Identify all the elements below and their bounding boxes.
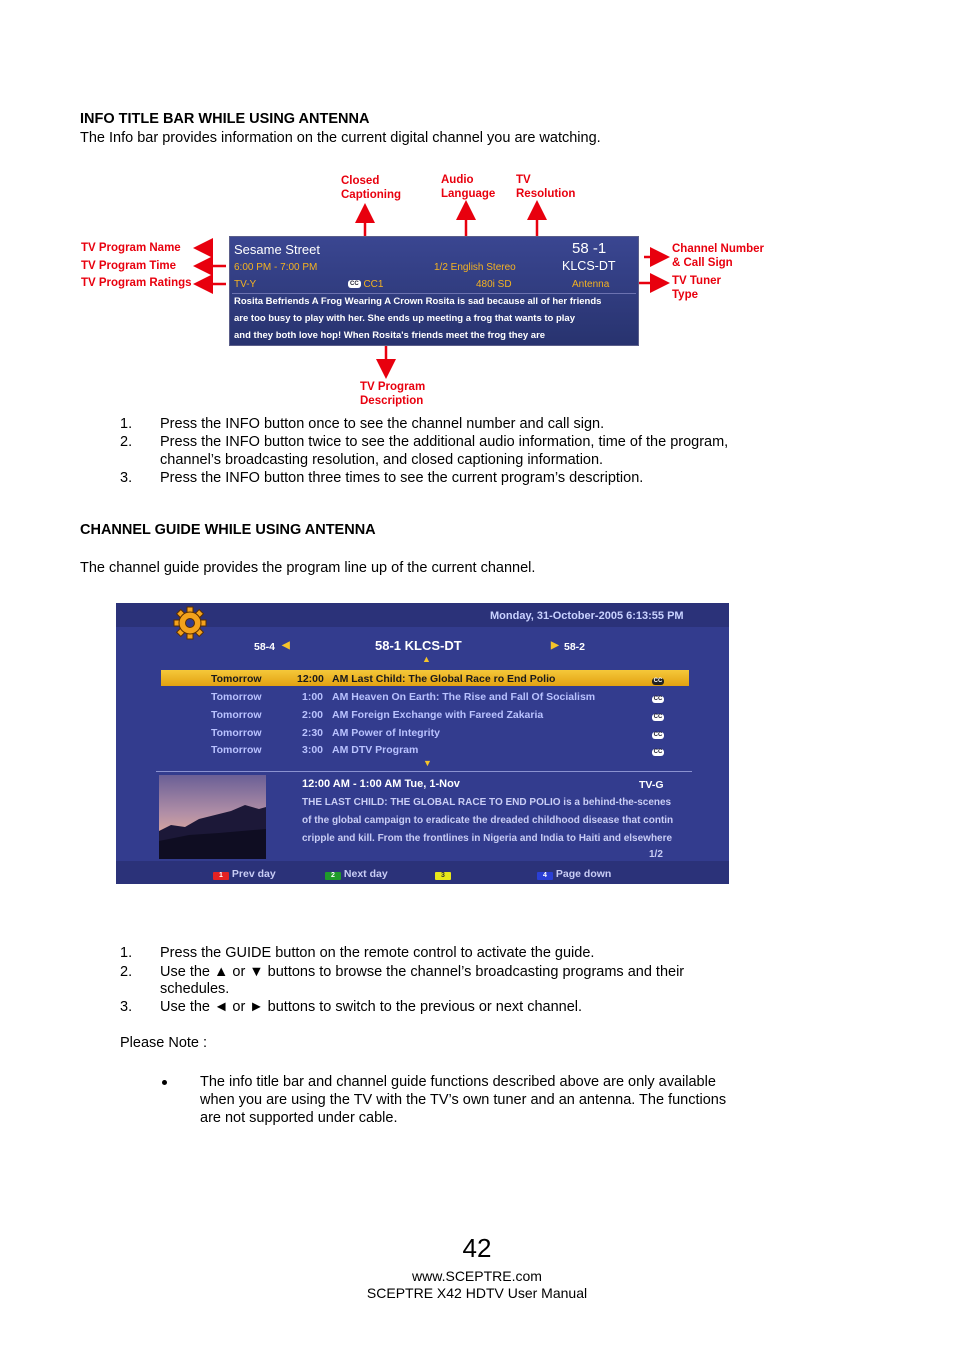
tuner-type: Antenna [572, 279, 610, 290]
step-text: Press the INFO button twice to see the additional audio information, time of the program, [160, 434, 729, 450]
row-day: Tomorrow [211, 744, 262, 756]
row-title: AM Heaven On Earth: The Rise and Fall Of Socialism [332, 691, 596, 703]
channel-number: 58 -1 [572, 240, 607, 257]
gear-icon [172, 606, 208, 640]
current-channel: 58-1 KLCS-DT [375, 638, 462, 653]
footer-manual-title: SCEPTRE X42 HDTV User Manual [366, 1285, 588, 1301]
cc-icon: CC [653, 714, 663, 720]
closed-caption: CC CC1 [350, 279, 384, 290]
section-heading-channel-guide: CHANNEL GUIDE WHILE USING ANTENNA [80, 522, 376, 538]
description-line: Rosita Befriends A Frog Wearing A Crown Rosita is sad because all of her friends [234, 296, 602, 307]
guide-divider [156, 771, 692, 772]
row-time: 2:30 [302, 727, 324, 739]
next-channel[interactable]: 58-2 [564, 641, 586, 653]
cc-icon: CC [653, 749, 663, 755]
channel-guide-screen [116, 603, 729, 884]
row-time: 3:00 [302, 744, 324, 756]
detail-desc-line: THE LAST CHILD: THE GLOBAL RACE TO END POLIO is a behind-the-scenes [302, 797, 672, 808]
callout-program-description: TV Program Description [360, 381, 426, 407]
row-title: AM DTV Program [332, 744, 419, 756]
program-rating: TV-Y [234, 279, 257, 290]
page-indicator: 1/2 [649, 849, 663, 860]
detail-rating: TV-G [639, 779, 664, 791]
info-divider [232, 293, 636, 294]
note-label: Please Note : [120, 1035, 208, 1051]
program-thumbnail [159, 775, 266, 859]
callout-channel-number: Channel Number & Call Sign [672, 243, 765, 269]
row-time: 12:00 [297, 673, 324, 685]
key-prev-day[interactable]: 1 Prev day [213, 868, 276, 880]
program-time: 6:00 PM - 7:00 PM [234, 262, 318, 273]
step-text: Press the INFO button three times to see the current program’s description. [160, 470, 644, 486]
step-number: 1. [120, 416, 133, 432]
callout-program-name: TV Program Name [81, 242, 181, 254]
footer-website: www.SCEPTRE.com [412, 1268, 542, 1284]
section-intro-info-bar: The Info bar provides information on the current digital channel you are watching. [80, 130, 601, 146]
info-bar-screen [229, 236, 639, 346]
step-text: Press the GUIDE button on the remote control to activate the guide. [160, 945, 595, 961]
callout-program-time: TV Program Time [81, 260, 177, 272]
callout-tv-resolution: TV Resolution [516, 174, 576, 200]
callout-program-ratings: TV Program Ratings [81, 277, 192, 289]
row-time: 1:00 [302, 691, 324, 703]
arrow-left-icon[interactable]: ◀ [282, 640, 290, 651]
step-number: 2. [120, 964, 133, 980]
row-day: Tomorrow [211, 673, 262, 685]
cc-icon: CC [653, 732, 663, 738]
note-text: when you are using the TV with the TV’s own tuner and an antenna. The functions [200, 1092, 727, 1108]
step-number: 3. [120, 470, 133, 486]
key-yellow-icon: 3 [435, 872, 451, 880]
tv-resolution: 480i SD [476, 279, 512, 290]
audio-language: 1/2 English Stereo [434, 262, 516, 273]
callout-tuner-type: TV Tuner Type [672, 275, 721, 301]
key-blue-icon: 4 [537, 872, 553, 880]
key-next-day[interactable]: 2 Next day [325, 868, 388, 880]
key-green-icon: 2 [325, 872, 341, 880]
call-sign: KLCS-DT [562, 259, 616, 273]
key-red-icon: 1 [213, 872, 229, 880]
guide-bottom-band [116, 861, 729, 884]
bullet-dot [162, 1080, 167, 1085]
row-title: AM Power of Integrity [332, 727, 440, 739]
section-intro-channel-guide: The channel guide provides the program line up of the current channel. [80, 560, 536, 576]
page-number: 42 [462, 1233, 492, 1263]
key-page-down[interactable]: 4 Page down [537, 868, 611, 880]
detail-time: 12:00 AM - 1:00 AM Tue, 1-Nov [302, 778, 460, 790]
detail-desc-line: of the global campaign to eradicate the dreaded childhood disease that contin [302, 815, 674, 826]
program-name: Sesame Street [234, 242, 320, 257]
step-text: Use the ◄ or ► buttons to switch to the previous or next channel. [160, 999, 583, 1015]
step-text: schedules. [160, 981, 230, 997]
guide-datetime: Monday, 31-October-2005 6:13:55 PM [490, 610, 684, 622]
row-day: Tomorrow [211, 691, 262, 703]
cc-icon: CC [653, 678, 663, 684]
step-text: Use the ▲ or ▼ buttons to browse the channel’s broadcasting programs and their [160, 964, 685, 980]
description-line: and they both love hop! When Rosita's friends meet the frog they are [234, 330, 546, 341]
key-yellow[interactable] [435, 868, 451, 880]
arrow-right-icon[interactable]: ▶ [551, 640, 559, 651]
callout-arrows [0, 0, 954, 420]
section-heading-info-bar: INFO TITLE BAR WHILE USING ANTENNA [80, 111, 370, 127]
prev-channel[interactable]: 58-4 [254, 641, 276, 653]
row-day: Tomorrow [211, 709, 262, 721]
step-number: 2. [120, 434, 133, 450]
cc-icon: CC [653, 696, 663, 702]
row-title: AM Last Child: The Global Race ro End Polio [332, 673, 556, 685]
description-line: are too busy to play with her. She ends up meeting a frog that wants to play [234, 313, 575, 324]
arrow-up-icon[interactable]: ▲ [422, 654, 431, 664]
step-number: 1. [120, 945, 133, 961]
row-day: Tomorrow [211, 727, 262, 739]
detail-desc-line: cripple and kill. From the frontlines in Nigeria and India to Haiti and elsewhere [302, 833, 673, 844]
arrow-down-icon[interactable]: ▼ [423, 758, 432, 768]
step-text: Press the INFO button once to see the channel number and call sign. [160, 416, 605, 432]
cc-icon: CC [350, 281, 359, 288]
row-title: AM Foreign Exchange with Fareed Zakaria [332, 709, 544, 721]
note-text: The info title bar and channel guide functions described above are only available [200, 1074, 716, 1090]
callout-closed-captioning: Closed Captioning [341, 175, 402, 201]
step-number: 3. [120, 999, 133, 1015]
callout-audio-language: Audio Language [441, 174, 496, 200]
note-text: are not supported under cable. [200, 1110, 398, 1126]
step-text: channel’s broadcasting resolution, and closed captioning information. [160, 452, 604, 468]
row-time: 2:00 [302, 709, 324, 721]
